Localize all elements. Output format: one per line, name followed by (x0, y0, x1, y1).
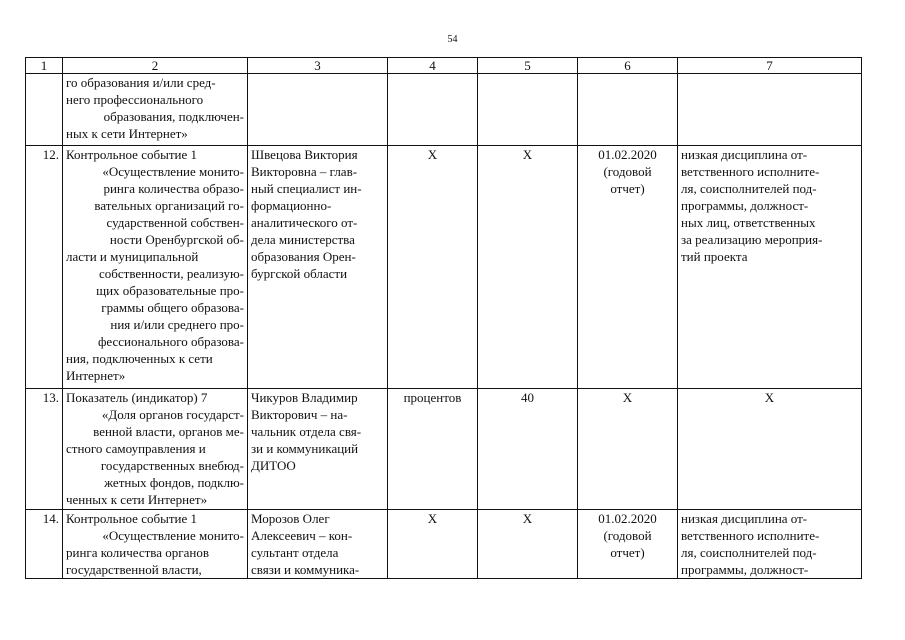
page-number: 54 (447, 34, 458, 45)
text-line: Контрольное событие 1 (66, 147, 197, 162)
text-line: ных к сети Интернет» (66, 126, 188, 141)
risk-cell (678, 510, 862, 579)
row-number (26, 74, 63, 146)
risk-cell (678, 389, 862, 510)
responsible-person (248, 74, 388, 146)
text-line: ности Оренбургской об- (109, 232, 244, 247)
unit-cell (388, 74, 478, 146)
unit-cell: X (388, 146, 478, 389)
text-line: фессионального образова- (98, 334, 244, 349)
risk-cell (678, 74, 862, 146)
text-line: «Осуществление монито- (102, 528, 244, 543)
deadline-cell (578, 389, 678, 510)
text-line: связи и коммуника- (251, 562, 360, 577)
responsible-person (248, 146, 388, 389)
value-cell: 40 (478, 389, 578, 510)
text-line: образования Орен- (251, 249, 356, 264)
text-line: сударственной собствен- (106, 215, 244, 230)
text-line: Викторовна – глав- (251, 164, 358, 179)
text-line: «Осуществление монито- (102, 164, 244, 179)
text-line: программы, должност- (681, 562, 809, 577)
table-row (26, 74, 862, 146)
text-line: ветственного исполните- (681, 164, 820, 179)
text-line: (годовой (603, 528, 652, 543)
text-line: отчет) (610, 545, 645, 560)
text-line: бургской области (251, 266, 348, 281)
responsible-person (248, 510, 388, 579)
row-number: 14. (26, 510, 63, 579)
text-line: Швецова Виктория (251, 147, 358, 162)
deadline-cell (578, 146, 678, 389)
text-line: «Доля органов государст- (101, 407, 244, 422)
text-line: собственности, реализую- (99, 266, 244, 281)
text-line: ласти и муниципальной (66, 249, 199, 264)
text-line: аналитического от- (251, 215, 358, 230)
text-line: ля, соисполнителей под- (681, 545, 817, 560)
value-cell: X (478, 510, 578, 579)
risk-cell (678, 146, 862, 389)
text-line: него профессионального (66, 92, 204, 107)
indicator-description (63, 510, 248, 579)
text-line: зи и коммуникаций (251, 441, 359, 456)
deadline-cell (578, 510, 678, 579)
column-header: 2 (63, 58, 248, 74)
indicator-description (63, 389, 248, 510)
column-header: 4 (388, 58, 478, 74)
text-line: венной власти, органов ме- (93, 424, 244, 439)
text-line: щих образовательные про- (96, 283, 244, 298)
column-header: 5 (478, 58, 578, 74)
text-line: Алексеевич – кон- (251, 528, 353, 543)
text-line: тий проекта (681, 249, 748, 264)
text-line: ния, подключенных к сети (66, 351, 213, 366)
text-line: X (622, 390, 633, 405)
text-line: Интернет» (66, 368, 126, 383)
deadline-cell (578, 74, 678, 146)
text-line: низкая дисциплина от- (681, 147, 808, 162)
text-line: Контрольное событие 1 (66, 511, 197, 526)
text-line: сультант отдела (251, 545, 339, 560)
text-line: низкая дисциплина от- (681, 511, 808, 526)
column-header: 6 (578, 58, 678, 74)
text-line: Викторович – на- (251, 407, 348, 422)
text-line: ния и/или среднего про- (110, 317, 244, 332)
text-line: программы, должност- (681, 198, 809, 213)
text-line: вательных организаций го- (94, 198, 244, 213)
row-number: 13. (26, 389, 63, 510)
text-line: ринга количества образо- (103, 181, 244, 196)
indicator-description (63, 74, 248, 146)
unit-cell: X (388, 510, 478, 579)
text-line: отчет) (610, 181, 645, 196)
column-header: 3 (248, 58, 388, 74)
row-number: 12. (26, 146, 63, 389)
text-line: (годовой (603, 164, 652, 179)
text-line: ветственного исполните- (681, 528, 820, 543)
text-line: государственной власти, (66, 562, 202, 577)
text-line: X (764, 390, 775, 405)
text-line: ченных к сети Интернет» (66, 492, 208, 507)
value-cell: X (478, 146, 578, 389)
value-cell (478, 74, 578, 146)
table-row (26, 146, 862, 389)
text-line: Показатель (индикатор) 7 (66, 390, 208, 405)
text-line: ДИТОО (251, 458, 296, 473)
text-line: образования, подключен- (103, 109, 244, 124)
text-line: стного самоуправления и (66, 441, 206, 456)
column-number-row (26, 58, 862, 74)
indicator-description (63, 146, 248, 389)
text-line: государственных внебюд- (100, 458, 244, 473)
column-header: 1 (26, 58, 63, 74)
text-line: 01.02.2020 (598, 511, 657, 526)
text-line: ля, соисполнителей под- (681, 181, 817, 196)
text-line: чальник отдела свя- (251, 424, 362, 439)
text-line: ных лиц, ответственных (681, 215, 816, 230)
text-line: за реализацию мероприя- (681, 232, 823, 247)
text-line: граммы общего образова- (101, 300, 244, 315)
unit-cell: процентов (388, 389, 478, 510)
text-line: жетных фондов, подклю- (104, 475, 244, 490)
table-row (26, 389, 862, 510)
text-line: Морозов Олег (251, 511, 330, 526)
text-line: ринга количества органов (66, 545, 209, 560)
text-line: Чикуров Владимир (251, 390, 358, 405)
responsibility-table (25, 57, 862, 579)
text-line: формационно- (251, 198, 332, 213)
table-row (26, 510, 862, 579)
text-line: го образования и/или сред- (66, 75, 216, 90)
responsible-person (248, 389, 388, 510)
text-line: 01.02.2020 (598, 147, 657, 162)
column-header: 7 (678, 58, 862, 74)
text-line: ный специалист ин- (251, 181, 362, 196)
text-line: дела министерства (251, 232, 355, 247)
